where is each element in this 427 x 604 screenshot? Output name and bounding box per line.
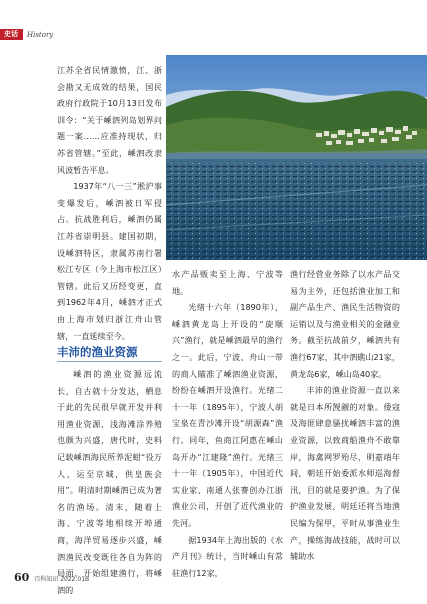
paragraph: 嵊泗的渔业资源远流长，自古就十分发达，栖息于此的先民很早就开发并利用渔业资源，浅海滩涂养殖也颇为兴盛，唐代时，史料记载嵊泗海民所养泥蚶“役万人，运至京城，供皇族会用”。明清时期嵊泗已成为著名的渔场。清末，随着上海、宁波等地相续开埠通商，海洋贸易逐步兴盛，嵊泗渔民改变既往各自为阵的局面，开始组建渔行，将嵊泗的 — [57, 369, 162, 595]
column-1-top — [57, 62, 162, 344]
paragraph: 水产品贩卖至上海、宁波等地。 — [172, 269, 283, 296]
subheading-rule — [57, 361, 162, 362]
page-footer — [14, 571, 89, 584]
paragraph: 光绪十六年（1890年），嵊泗黄龙岛上开设的“旋顺兴”渔行，就是嵊泗最早的渔行之一。此后，宁波、舟山一带的商人瞄准了嵊泗渔业资源，纷纷在嵊泗开设渔行。光绪二十一年（1895年），宁波人胡宝泉在青沙滩开设“胡源森”渔行。同年，鱼商江阿惠在嵊山岛开办“江建隆”渔行。光绪三十一年（1905年），中国近代实业家、南通人张謇创办江浙渔业公司，开创了近代渔业的先河。 — [172, 302, 283, 528]
paragraph: 据1934年上海出版的《水产月刊》统计，当时嵊山有常驻渔行12家， — [172, 534, 283, 578]
paragraph: 渔行经营业务除了以水产品交易为主外，还包括渔业加工和副产品生产、渔民生活物资的运销以及与渔业相关的金融业务。截至抗战前夕，嵊泗共有渔行67家，其中泗礁山21家，黄龙岛6家，嵊山岛40家。 — [290, 269, 400, 379]
section-title-en: History — [27, 30, 54, 39]
paragraph: 江苏全省民情激愤，江、浙会勘又无成效的结果，国民政府行政院于10月13日发布训令：“关于嵊泗列岛划界问题一案……应准持现状，归苏省管辖。”至此，嵊泗改隶风波暂告平息。 — [57, 65, 162, 175]
column-2 — [172, 266, 283, 581]
subheading: 丰沛的渔业资源 — [57, 345, 138, 359]
paragraph: 丰沛的渔业资源一直以来就是日本所觊觎的对象。倭寇及海匪肆意骚扰嵊泗丰富的渔业资源，以致商船渔舟不敢靠岸，海禽网罗殆尽，明嘉靖年间，朝廷开始委派水师巡海督汛，目的就是要护渔。为了保护渔业发展，明廷还将当地渔民编为保甲，平时从事渔业生产，操练海战技能，战时可以辅助水 — [290, 385, 400, 562]
island-fishing-photo — [166, 55, 427, 260]
magazine-issue: 百科知识 2022.01B — [34, 576, 90, 583]
section-header — [0, 29, 53, 40]
paragraph: 1937年“八一三”淞沪事变爆发后，嵊泗被日军侵占。抗战胜利后，嵊泗仍属江苏省崇明县。建国初期，设嵊泗特区，隶属苏南行署松江专区（今上海市松江区）管辖。此后又历经变更，直到1962年4月，嵊泗才正式由上海市划归浙江舟山管辖，一直延续至今。 — [57, 181, 162, 341]
column-3 — [290, 266, 400, 565]
page-number: 60 — [14, 571, 30, 584]
section-badge: 史话 — [0, 29, 23, 40]
column-1-bottom — [57, 366, 162, 598]
